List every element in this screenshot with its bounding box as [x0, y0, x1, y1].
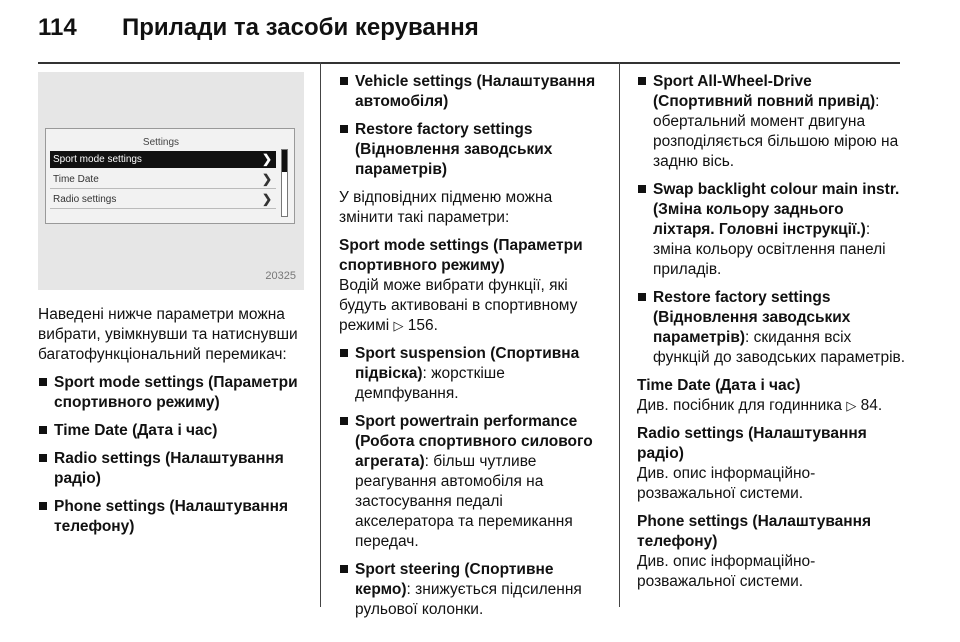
column-2	[339, 72, 601, 628]
list-item: Sport steering (Спортивне кермо): знижується підсилення рульової колонки.	[339, 560, 601, 620]
bullet-icon	[638, 185, 646, 193]
column-3	[637, 72, 907, 600]
chevron-right-icon: ❯	[261, 192, 272, 206]
section-heading: Phone settings (Налаштування телефону)	[637, 513, 872, 550]
list-item: Restore factory settings (Відновлення заводських параметрів): скидання всіх функцій до заводських параметрів.	[637, 288, 907, 368]
section-text: Див. опис інформаційно-розважальної системи.	[637, 553, 816, 590]
page-number: 114	[38, 14, 77, 41]
column-divider	[320, 62, 321, 607]
sport-options-list	[339, 344, 601, 620]
column-1	[38, 72, 308, 545]
bullet-icon	[39, 502, 47, 510]
list-item: Sport powertrain performance (Робота спортивного силового агрегата): більш чутливе реагування автомобіля на застосування педалі акселератора та перемикання передач.	[339, 412, 601, 552]
menu-list-continued	[339, 72, 601, 180]
section-text: Див. посібник для годинника ▷ 84.	[637, 397, 883, 414]
list-item: Sport All-Wheel-Drive (Спортивний повний привід): обертальний момент двигуна розподіляється більшою мірою на задню вісь.	[637, 72, 907, 172]
settings-figure	[38, 72, 304, 290]
chevron-right-icon: ❯	[261, 172, 272, 186]
list-item: Radio settings (Налаштування радіо)	[38, 449, 308, 489]
page-ref-icon: ▷	[846, 398, 857, 413]
screen-title: Settings	[142, 137, 180, 148]
bullet-icon	[340, 349, 348, 357]
bullet-icon	[340, 77, 348, 85]
bullet-icon	[340, 417, 348, 425]
section-text: Див. опис інформаційно-розважальної системи.	[637, 465, 816, 502]
scrollbar-thumb	[282, 150, 287, 172]
bullet-icon	[39, 426, 47, 434]
list-item: Vehicle settings (Налаштування автомобіля)	[339, 72, 601, 112]
list-item: Restore factory settings (Відновлення заводських параметрів)	[339, 120, 601, 180]
section-text: Водій може вибрати функції, які будуть активовані в спортивному режимі ▷ 156.	[339, 277, 578, 334]
sport-options-list-continued	[637, 72, 907, 368]
chevron-right-icon: ❯	[261, 152, 272, 166]
settings-screen	[45, 128, 295, 224]
list-item: Sport suspension (Спортивна підвіска): жорсткіше демпфування.	[339, 344, 601, 404]
header-rule	[38, 62, 900, 64]
bullet-icon	[39, 454, 47, 462]
menu-item-radio: Radio settings ❯	[50, 191, 276, 209]
list-item: Phone settings (Налаштування телефону)	[38, 497, 308, 537]
section-heading: Time Date (Дата і час)	[637, 377, 801, 394]
menu-list	[38, 373, 308, 537]
page-ref-icon: ▷	[393, 318, 404, 333]
bullet-icon	[340, 125, 348, 133]
scrollbar	[281, 149, 288, 217]
list-item: Swap backlight colour main instr. (Зміна кольору заднього ліхтаря. Головні інструкції.): зміна кольору освітлення панелі приладів.	[637, 180, 907, 280]
intro-text: Наведені нижче параметри можна вибрати, увімкнувши та натиснувши багатофункціональний перемикач:	[38, 306, 298, 363]
section-heading: Sport mode settings (Параметри спортивного режиму)	[339, 237, 583, 274]
bullet-icon	[340, 565, 348, 573]
page-title: Прилади та засоби керування	[122, 14, 479, 41]
bullet-icon	[638, 293, 646, 301]
page-header	[38, 14, 898, 54]
menu-item-time-date: Time Date ❯	[50, 171, 276, 189]
bullet-icon	[39, 378, 47, 386]
list-item: Sport mode settings (Параметри спортивного режиму)	[38, 373, 308, 413]
section-heading: Radio settings (Налаштування радіо)	[637, 425, 867, 462]
column-divider	[619, 62, 620, 607]
submenu-intro: У відповідних підменю можна змінити такі параметри:	[339, 189, 553, 226]
list-item: Time Date (Дата і час)	[38, 421, 308, 441]
menu-item-sport-mode: Sport mode settings ❯	[50, 151, 276, 168]
figure-code: 20325	[265, 270, 296, 282]
bullet-icon	[638, 77, 646, 85]
